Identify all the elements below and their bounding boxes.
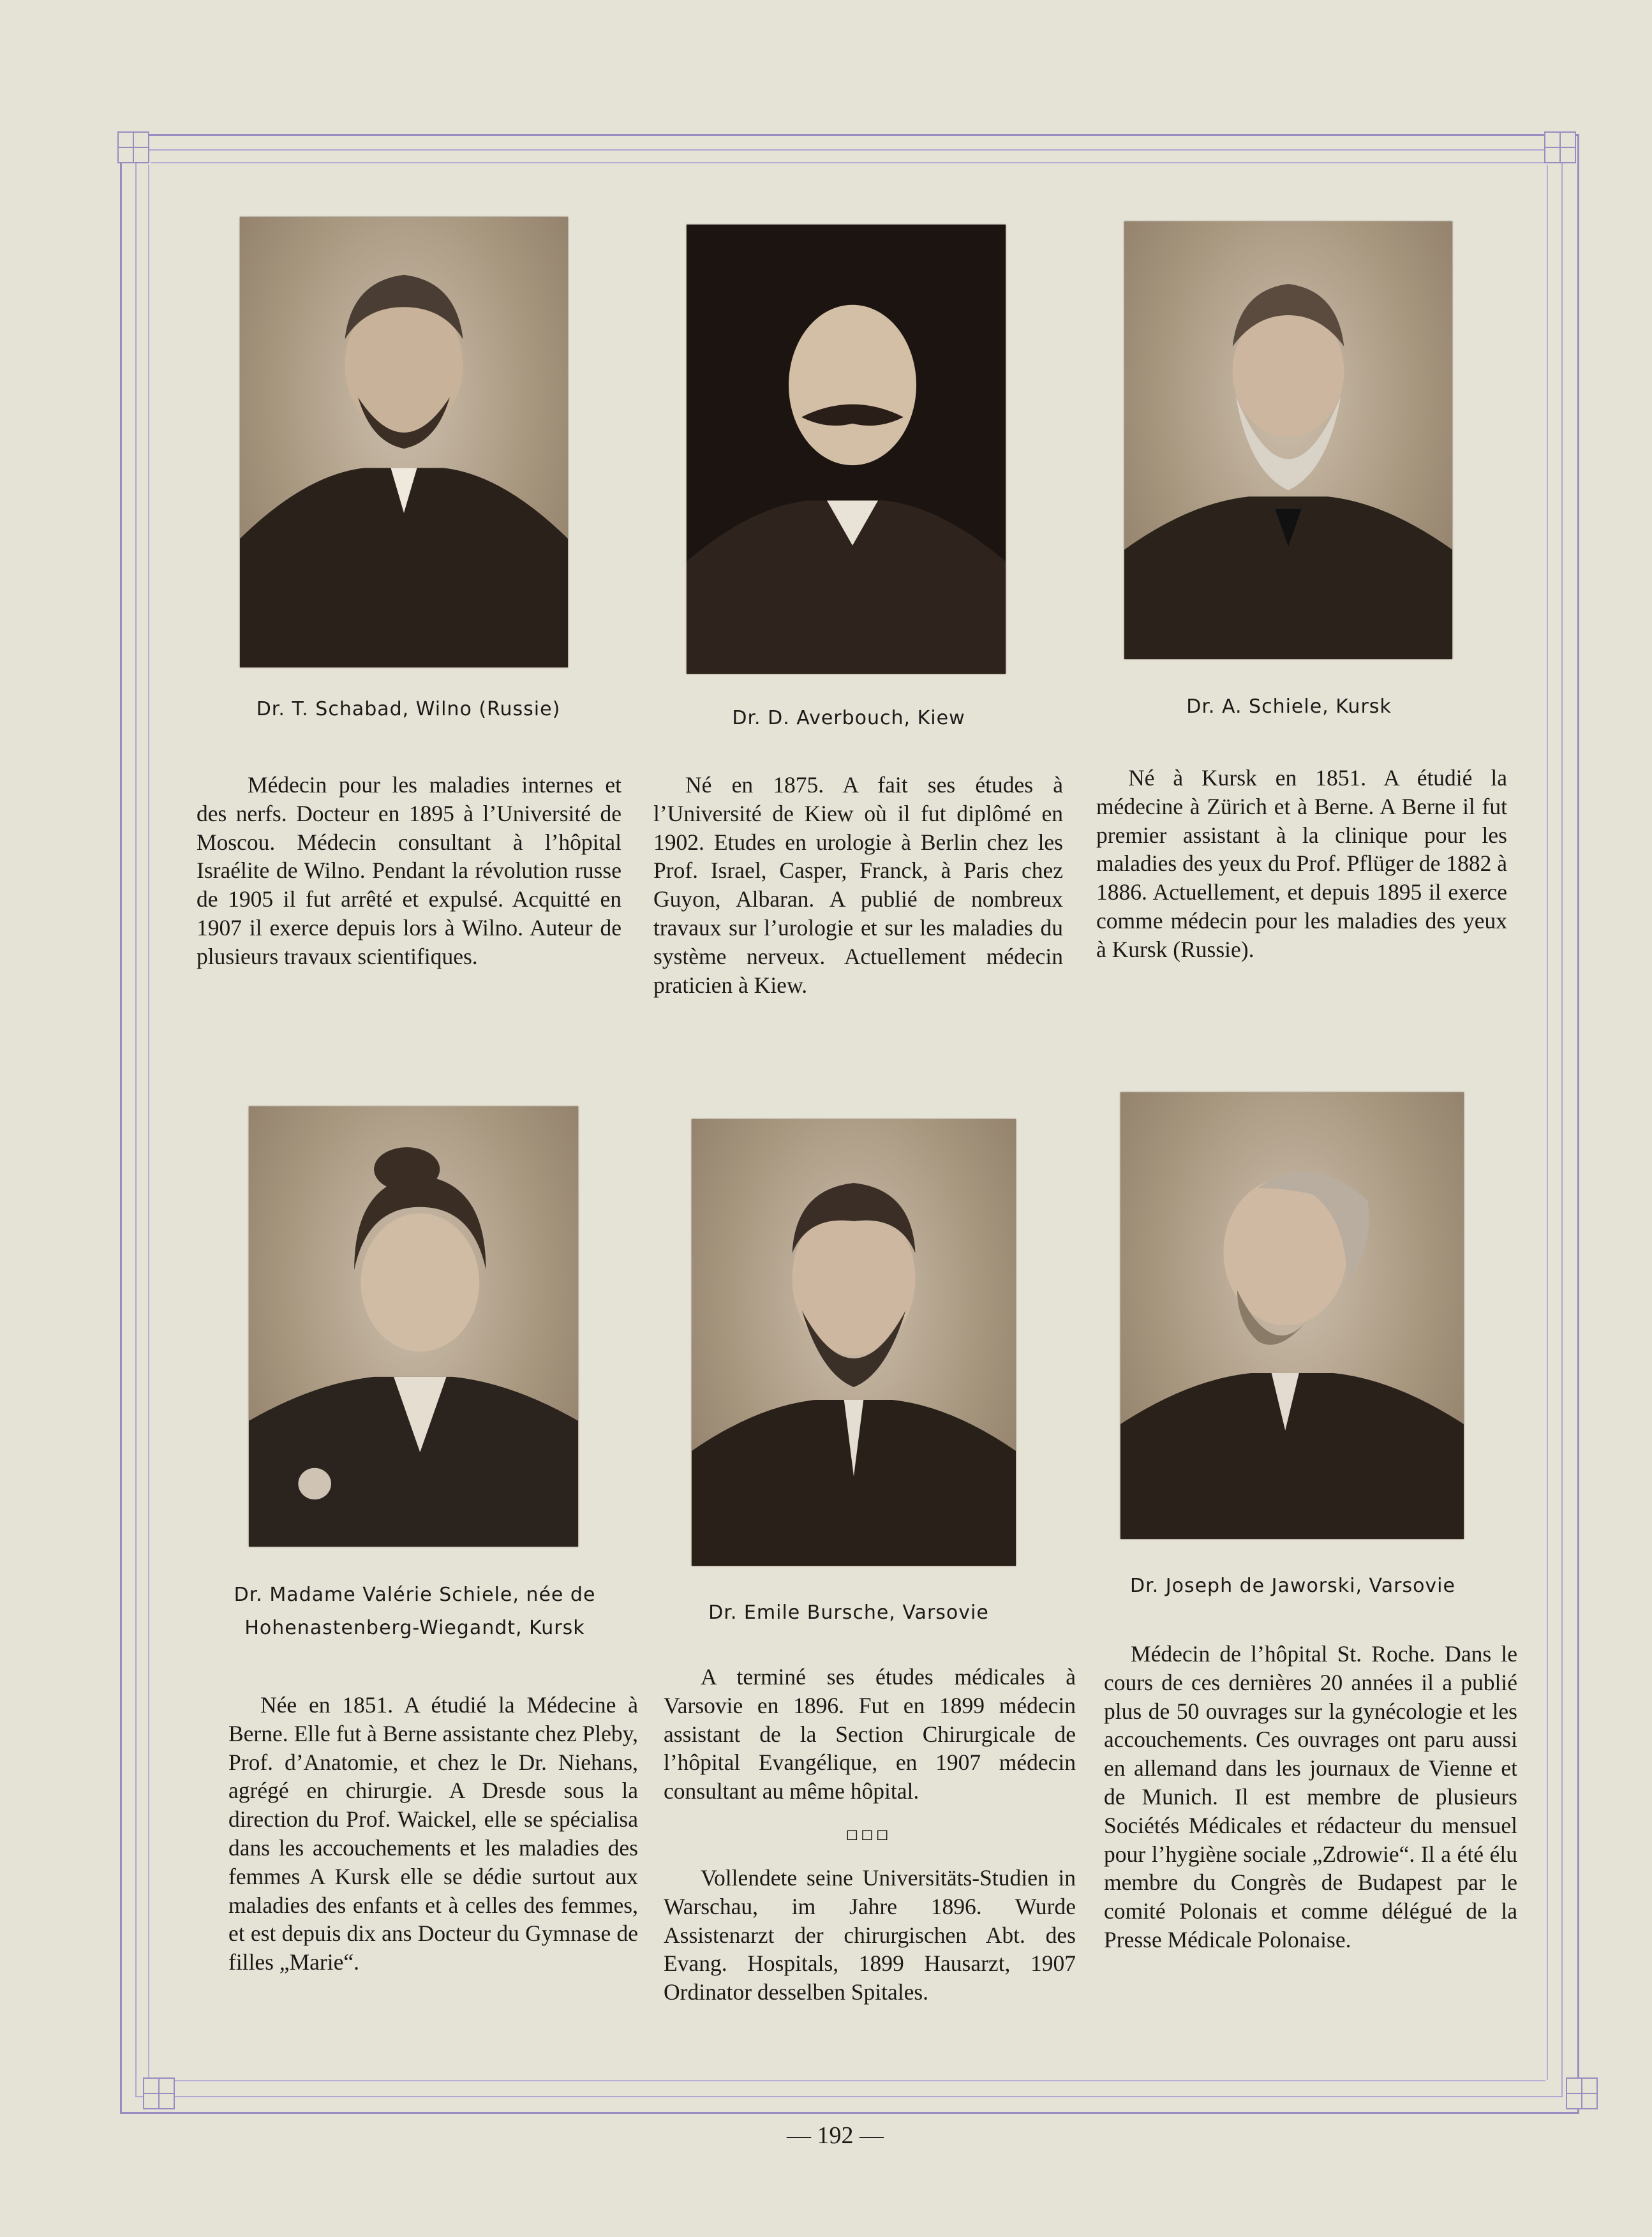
bio-averbouch: Né en 1875. A fait ses études à l’Université de Kiew où il fut diplômé en 1902. Etudes en urologie à Berlin chez les Prof. Israel, Casper, Franck, à Paris chez Guyon, Albaran. A publié de nombreux travaux sur l’urologie et sur les maladies du système nerveux. Actuellement médecin praticien à Kiew. (653, 772, 1063, 998)
page-number: — 192 — (787, 2122, 884, 2149)
caption-schabad: Dr. T. Schabad, Wilno (Russie) (256, 698, 561, 720)
section-separator: □□□ (847, 1825, 893, 1844)
border-corner-ornament (1566, 2077, 1598, 2109)
border-corner-ornament (117, 131, 149, 163)
border-rule-left (148, 165, 149, 2080)
portrait-photo-a-schiele (1124, 221, 1452, 659)
caption-v-schiele: Dr. Madame Valérie Schiele, née de Hohenastenberg-Wiegandt, Kursk (234, 1584, 596, 1639)
portrait-photo-bursche (692, 1119, 1016, 1566)
caption-a-schiele: Dr. A. Schiele, Kursk (1186, 695, 1392, 718)
bio-jaworski: Médecin de l’hôpital St. Roche. Dans le cours de ces dernières 20 années il a publié plus de 50 ouvrages sur la gynécologie et les accouchements. Ces ouvrages ont paru aussi en allemand dans les journaux de Vienne et de Munich. Il est membre de plusieurs Sociétés Médicales et rédacteur du mensuel pour l’hygiène sociale „Zdrowie“. Il a été élu membre du Congrès de Budapest par le comité Polonais et comme délégué de la Presse Médicale Polonaise. (1104, 1641, 1517, 1952)
border-corner-ornament (1544, 131, 1576, 163)
portrait-photo-schabad (240, 217, 568, 667)
bio-bursche-de: Vollendete seine Universitäts-Studien in Warschau, im Jahre 1896. Wurde Assistenarzt der chirurgischen Abt. des Evang. Hospitals, 1899 Hausarzt, 1907 Ordinator desselben Spitales. (664, 1865, 1076, 2005)
bio-v-schiele: Née en 1851. A étudié la Médecine à Berne. Elle fut à Berne assistante chez Pleby, Prof. d’Anatomie, et chez le Dr. Niehans, agrégé en chirurgie. A Dresde sous la direction du Prof. Waickel, elle se spécialisa dans les accouchements et les maladies des femmes A Kursk elle se dédie surtout aux maladies des enfants et à celles des femmes, et est depuis dix ans Docteur du Gymnase de filles „Marie“. (228, 1692, 638, 1975)
border-rule-bottom (151, 2080, 1545, 2081)
caption-bursche: Dr. Emile Bursche, Varsovie (708, 1602, 989, 1624)
border-rule-right (1547, 165, 1548, 2080)
portrait-photo-averbouch (687, 225, 1006, 674)
portrait-photo-v-schiele (249, 1106, 578, 1547)
caption-jaworski: Dr. Joseph de Jaworski, Varsovie (1130, 1575, 1455, 1597)
bio-a-schiele: Né à Kursk en 1851. A étudié la médecine à Zürich et à Berne. A Berne il fut premier assistant à la clinique pour les maladies des yeux du Prof. Pflüger de 1882 à 1886. Actuellement, et depuis 1895 il exerce comme médecin pour les maladies des yeux à Kursk (Russie). (1096, 765, 1507, 962)
caption-averbouch: Dr. D. Averbouch, Kiew (732, 707, 965, 729)
bio-bursche-fr: A terminé ses études médicales à Varsovie en 1896. Fut en 1899 médecin assistant de la Section Chirurgicale de l’hôpital Evangélique, en 1907 médecin consultant au même hôpital. (664, 1664, 1076, 1804)
bio-schabad: Médecin pour les maladies internes et des nerfs. Docteur en 1895 à l’Université de Moscou. Médecin consultant à l’hôpital Israélite de Wilno. Pendant la révolution russe de 1905 il fut arrêté et expulsé. Acquitté en 1907 il exerce depuis lors à Wilno. Auteur de plusieurs travaux scientifiques. (197, 772, 621, 969)
border-corner-ornament (143, 2077, 175, 2109)
border-rule-top (151, 162, 1545, 163)
portrait-photo-jaworski (1120, 1092, 1464, 1539)
